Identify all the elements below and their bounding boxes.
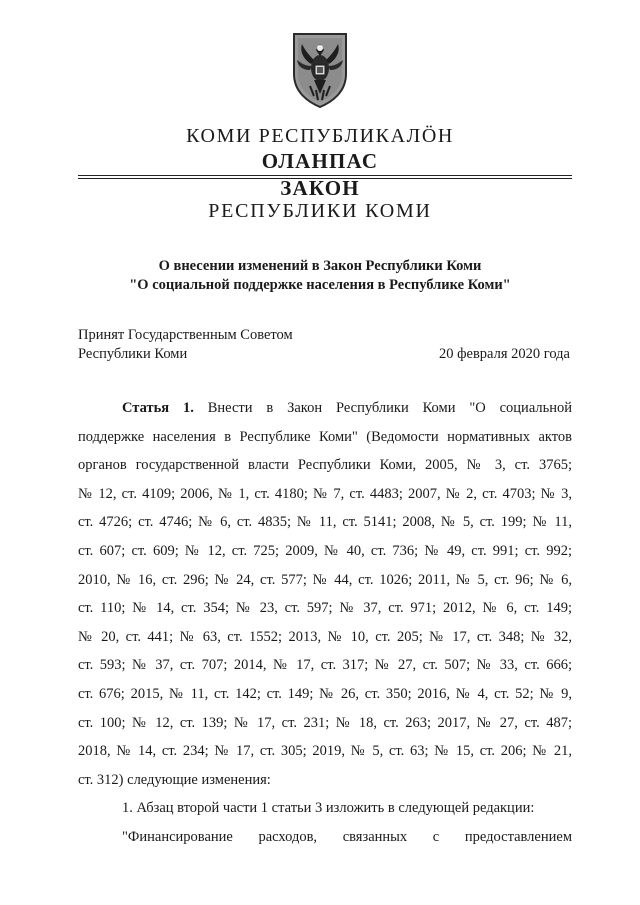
law-title-line-1: О внесении изменений в Закон Республики Коми (158, 258, 482, 274)
header-law: ЗАКОН (280, 176, 360, 200)
article-1-line: 2010, № 16, ст. 296; № 24, ст. 577; № 44, ст. 1026; 2011, № 5, ст. 96; № 6, (78, 571, 572, 588)
article-1-line: ст. 607; ст. 609; № 12, ст. 725; 2009, № 40, ст. 736; № 49, ст. 991; ст. 992; (78, 542, 572, 559)
article-1-line: ст. 312) следующие изменения: (78, 771, 271, 788)
header-republic: РЕСПУБЛИКИ КОМИ (208, 200, 432, 222)
article-1-line: ст. 676; 2015, № 11, ст. 142; ст. 149; № 26, ст. 350; 2016, № 4, ст. 52; № 9, (78, 685, 572, 702)
article-1-line: ст. 110; № 14, ст. 354; № 23, ст. 597; № 37, ст. 971; 2012, № 6, ст. 149; (78, 600, 572, 617)
adopted-by-line-2: Республики Коми (78, 346, 188, 362)
komi-coat-of-arms-icon (288, 30, 352, 110)
article-1-quote-start: "Финансирование расходов, связанных с предоставлением (122, 828, 572, 845)
header-komi-law: ОЛАНПАС (261, 149, 379, 173)
article-1-line: ст. 100; № 12, ст. 139; № 17, ст. 231; № 18, ст. 263; 2017, № 27, ст. 487; (78, 714, 572, 731)
article-1-line: № 20, ст. 441; № 63, ст. 1552; 2013, № 10, ст. 205; № 17, ст. 348; № 32, (78, 628, 572, 645)
article-1-line: 2018, № 14, ст. 234; № 17, ст. 305; 2019, № 5, ст. 63; № 15, ст. 206; № 21, (78, 743, 572, 760)
article-1-line: ст. 593; № 37, ст. 707; 2014, № 17, ст. 317; № 27, ст. 507; № 33, ст. 666; (78, 657, 572, 674)
article-1 (78, 394, 572, 852)
article-1-text: Внести в Закон Республики Коми "О социальной (207, 400, 572, 416)
article-1-heading: Статья 1. (122, 400, 194, 416)
article-1-item-1: 1. Абзац второй части 1 статьи 3 изложить в следующей редакции: (122, 800, 535, 817)
article-1-line (78, 394, 572, 423)
adoption-date: 20 февраля 2020 года (438, 346, 570, 362)
article-1-line: ст. 4726; ст. 4746; № 6, ст. 4835; № 11, ст. 5141; 2008, № 5, ст. 199; № 11, (78, 514, 572, 531)
article-1-line: № 12, ст. 4109; 2006, № 1, ст. 4180; № 7, ст. 4483; 2007, № 2, ст. 4703; № 3, (78, 485, 572, 502)
article-1-line: органов государственной власти Республики Коми, 2005, № 3, ст. 3765; (78, 457, 572, 474)
article-1-line: поддержке населения в Республике Коми" (Ведомости нормативных актов (78, 428, 572, 445)
law-title-line-2: "О социальной поддержке населения в Республике Коми" (129, 277, 511, 293)
adopted-by: Принят Государственным Советом (78, 327, 293, 343)
header-komi-republic: КОМИ РЕСПУБЛИКАЛÖН (186, 125, 454, 147)
